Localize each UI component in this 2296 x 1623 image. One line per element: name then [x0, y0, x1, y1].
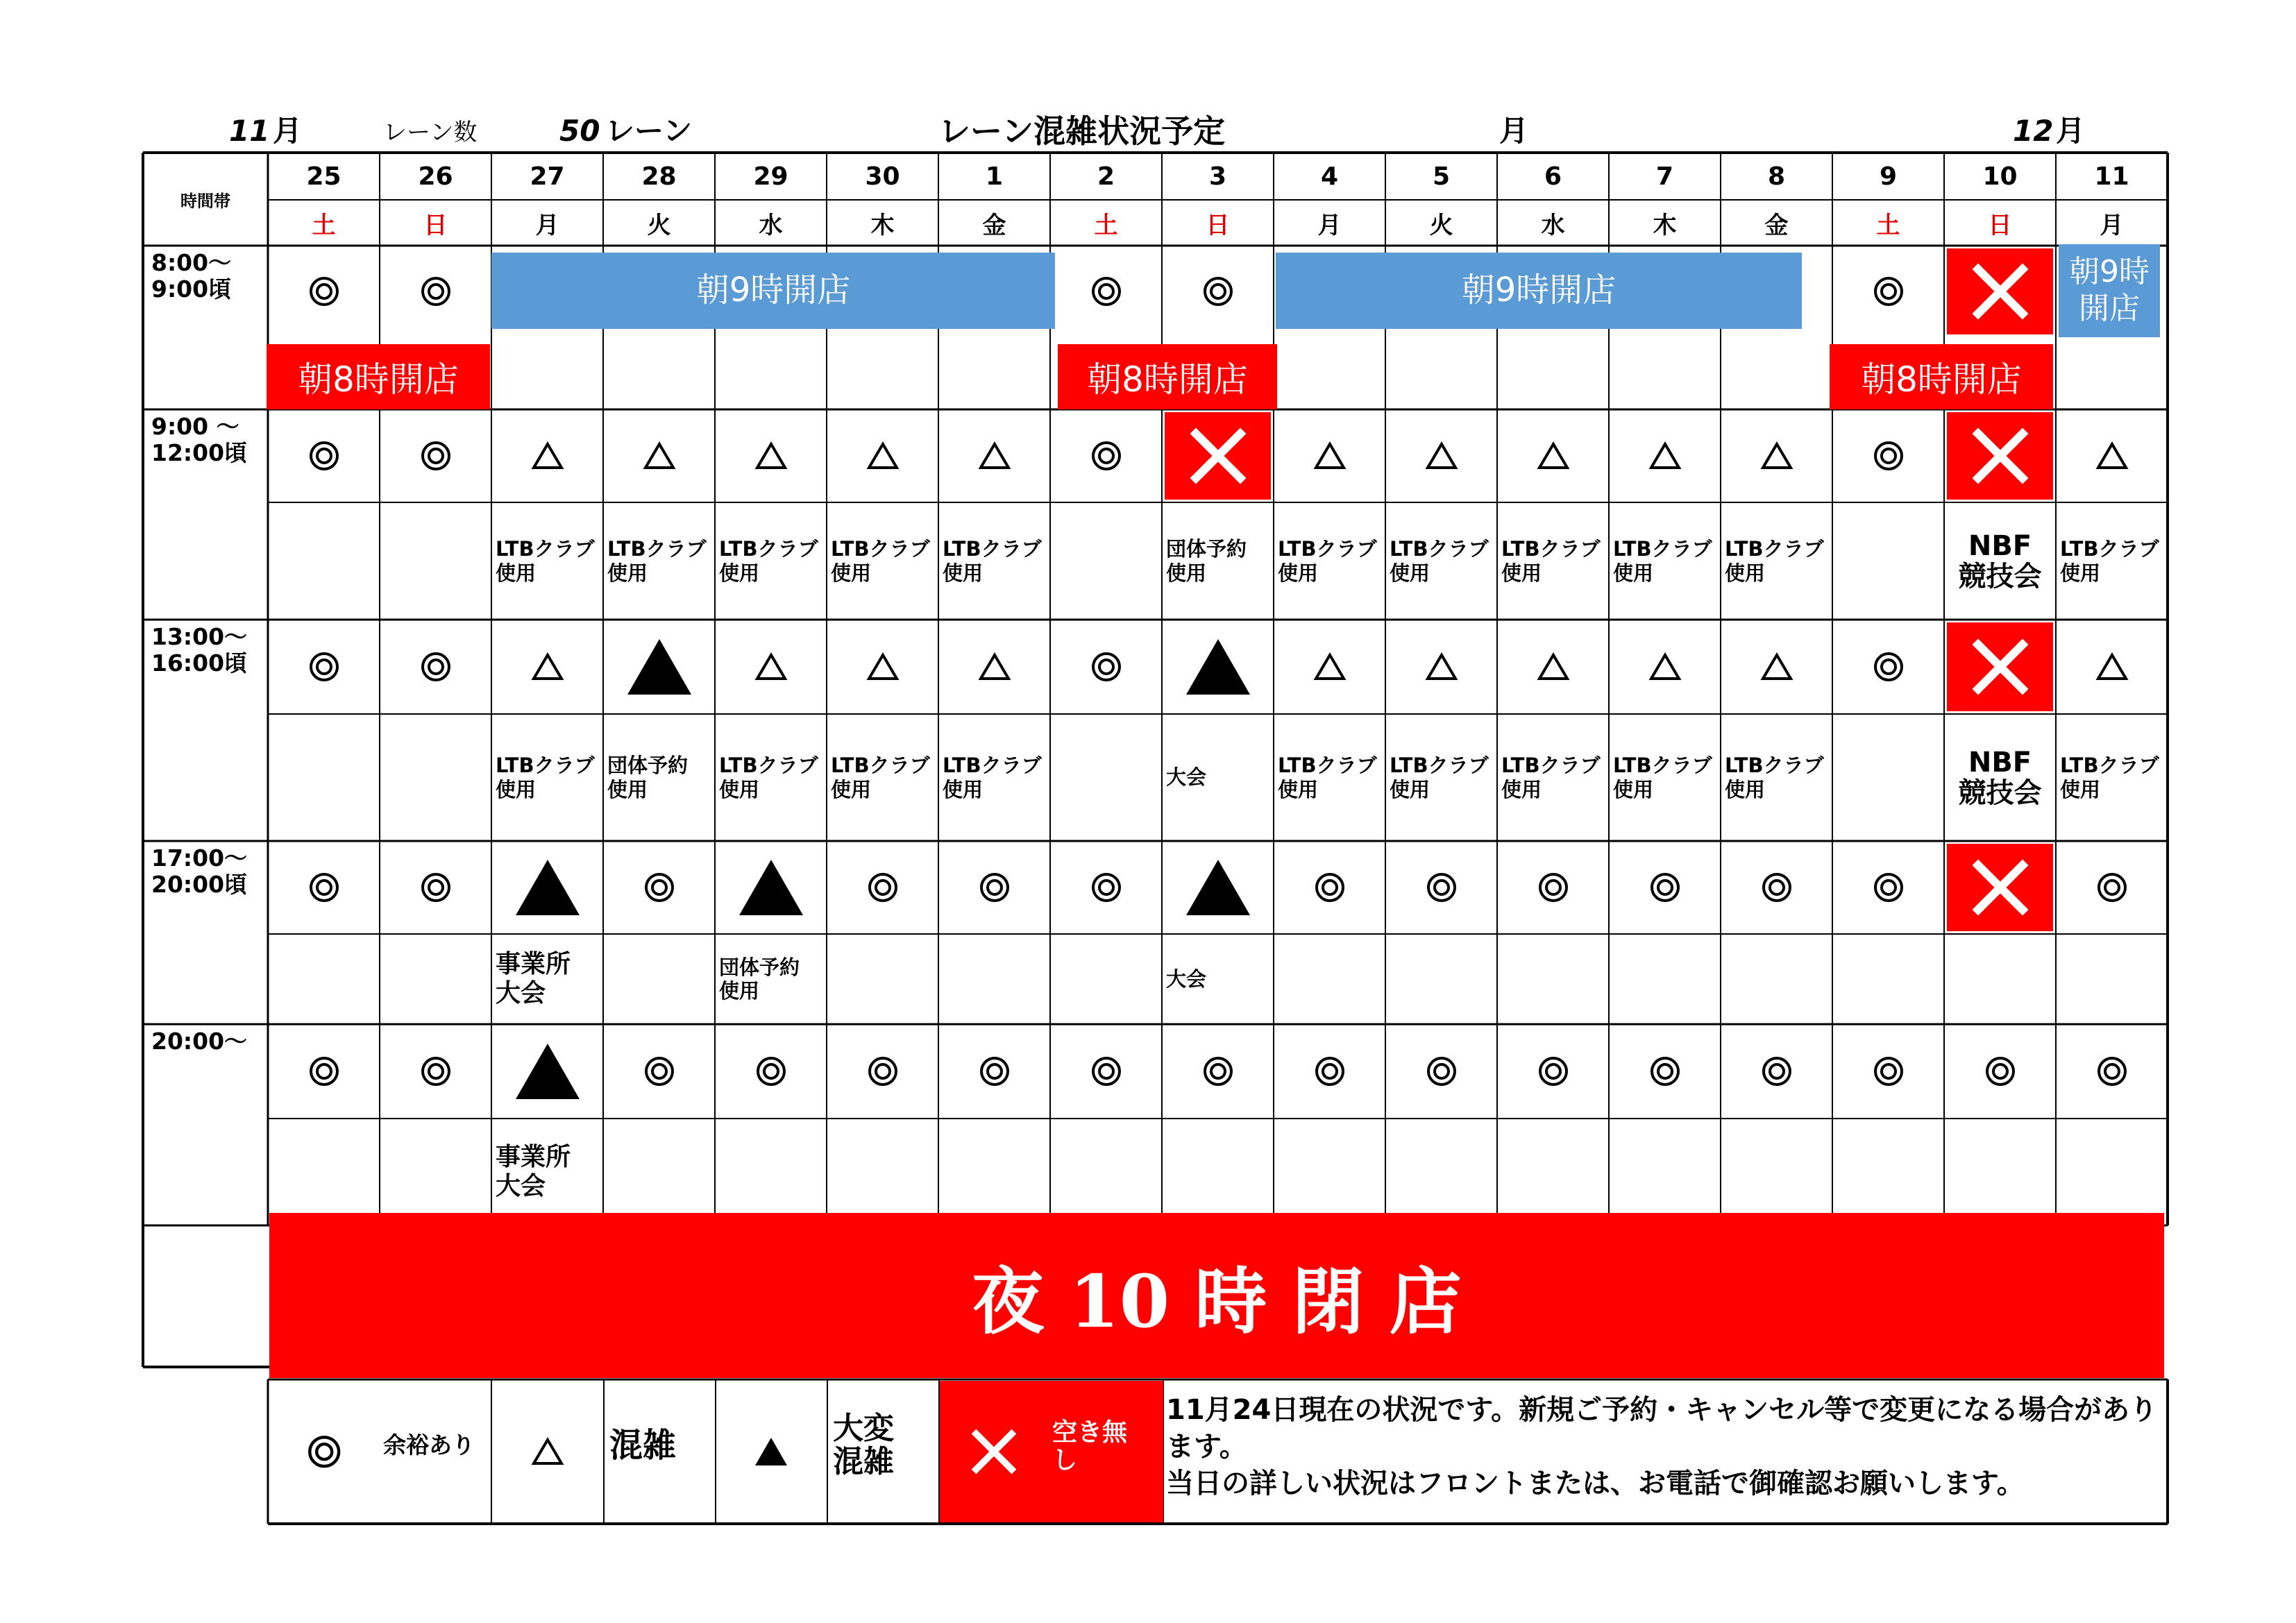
close-10pm-banner: 夜 10 時 閉 店: [269, 1213, 2164, 1378]
reservation-note: LTBクラブ 使用: [719, 537, 818, 585]
reservation-note: 団体予約 使用: [719, 955, 800, 1003]
double-circle-icon: [2097, 1056, 2127, 1087]
reservation-note: LTBクラブ 使用: [1613, 754, 1712, 801]
day-of-week: 月: [2100, 211, 2124, 239]
day-number: 29: [753, 162, 788, 191]
legend-x-icon: [972, 1429, 1016, 1474]
double-circle-icon: [309, 441, 339, 471]
day-number: 27: [530, 162, 565, 191]
day-number: 8: [1767, 162, 1786, 191]
reservation-note: LTBクラブ 使用: [1501, 537, 1601, 585]
full-x-icon: [1973, 860, 2028, 915]
triangle-outline-icon: [532, 442, 564, 470]
double-circle-icon: [1426, 1056, 1457, 1087]
triangle-solid-icon: [739, 860, 803, 915]
reservation-note: 大会: [1166, 765, 1207, 790]
time-slot-label: 17:00～ 20:00頃: [151, 844, 248, 898]
triangle-solid-icon: [516, 860, 580, 915]
reservation-note: LTBクラブ 使用: [496, 537, 595, 585]
double-circle-icon: [644, 872, 675, 903]
day-of-week: 土: [1094, 211, 1118, 239]
reservation-note: LTBクラブ 使用: [1725, 754, 1824, 801]
double-circle-icon: [1873, 652, 1904, 682]
triangle-outline-icon: [867, 442, 899, 470]
mid-month-unit: 月: [1499, 114, 1529, 148]
reservation-note: 大会: [1166, 967, 1207, 991]
reservation-note: LTBクラブ 使用: [719, 754, 818, 801]
triangle-outline-icon: [1761, 653, 1793, 681]
day-of-week: 日: [1206, 211, 1230, 239]
double-circle-icon: [644, 1056, 675, 1087]
double-circle-icon: [1315, 1056, 1345, 1087]
reservation-note: LTBクラブ 使用: [2060, 754, 2159, 801]
open-8am-banner-1: 朝8時開店: [267, 344, 490, 409]
day-of-week: 土: [1876, 211, 1900, 239]
legend-very-crowded-label: 大変 混雑: [833, 1410, 894, 1479]
day-number: 3: [1208, 162, 1227, 191]
reservation-note: LTBクラブ 使用: [831, 754, 930, 801]
full-x-icon: [1973, 428, 2028, 484]
reservation-note: LTBクラブ 使用: [607, 537, 707, 585]
day-number: 9: [1879, 162, 1898, 191]
reservation-note: LTBクラブ 使用: [943, 754, 1042, 801]
double-circle-icon: [979, 872, 1010, 903]
time-column-header: 時間帯: [180, 191, 230, 211]
full-x-icon: [1973, 639, 2028, 695]
day-number: 1: [985, 162, 1004, 191]
legend-double-circle-icon: [307, 1435, 341, 1468]
reservation-note: LTBクラブ 使用: [2060, 537, 2159, 585]
triangle-outline-icon: [532, 653, 564, 681]
day-of-week: 日: [423, 211, 448, 239]
day-number: 5: [1432, 162, 1451, 191]
triangle-solid-icon: [516, 1044, 580, 1099]
day-of-week: 月: [1317, 211, 1342, 239]
reservation-note: LTBクラブ 使用: [1278, 754, 1377, 801]
triangle-outline-icon: [1537, 653, 1569, 681]
reservation-note: LTBクラブ 使用: [1725, 537, 1824, 585]
double-circle-icon: [1538, 1056, 1569, 1087]
day-of-week: 月: [535, 211, 559, 239]
reservation-note: 団体予約 使用: [1166, 537, 1247, 585]
time-slot-label: 13:00～ 16:00頃: [151, 623, 248, 677]
open-9am-banner-3: 朝9時 開店: [2059, 244, 2160, 337]
reservation-note: 事業所 大会: [496, 949, 571, 1008]
reservation-note: LTBクラブ 使用: [496, 754, 595, 801]
double-circle-icon: [1091, 872, 1122, 903]
double-circle-icon: [1985, 1056, 2016, 1087]
time-slot-label: 20:00～: [151, 1028, 248, 1055]
triangle-outline-icon: [1426, 653, 1458, 681]
time-slot-label: 9:00 ～ 12:00頃: [151, 413, 248, 466]
open-9am-banner-1: 朝9時開店: [491, 253, 1055, 329]
double-circle-icon: [1650, 1056, 1680, 1087]
double-circle-icon: [421, 441, 451, 471]
double-circle-icon: [2097, 872, 2127, 903]
day-number: 2: [1097, 162, 1115, 191]
double-circle-icon: [1091, 1056, 1122, 1087]
day-of-week: 土: [312, 211, 336, 239]
double-circle-icon: [1873, 441, 1904, 471]
triangle-outline-icon: [2096, 442, 2128, 470]
lanes-label: レーン数: [383, 119, 478, 146]
start-month-number: 11: [229, 114, 270, 148]
reservation-note: LTBクラブ 使用: [1278, 537, 1377, 585]
triangle-outline-icon: [755, 653, 787, 681]
day-of-week: 木: [1653, 211, 1677, 239]
double-circle-icon: [1762, 1056, 1792, 1087]
triangle-outline-icon: [1649, 442, 1681, 470]
end-month-number: 12: [2013, 114, 2054, 148]
day-number: 30: [865, 162, 900, 191]
reservation-note: NBF 競技会: [1958, 529, 2042, 593]
triangle-outline-icon: [867, 653, 899, 681]
reservation-note: NBF 競技会: [1958, 746, 2042, 809]
reservation-note: LTBクラブ 使用: [1613, 537, 1712, 585]
double-circle-icon: [1426, 872, 1457, 903]
full-x-icon: [1190, 428, 1246, 484]
double-circle-icon: [1873, 276, 1904, 307]
day-number: 4: [1320, 162, 1339, 191]
day-of-week: 水: [1541, 211, 1565, 239]
reservation-note: LTBクラブ 使用: [1501, 754, 1601, 801]
double-circle-icon: [756, 1056, 786, 1087]
reservation-note: 事業所 大会: [496, 1142, 571, 1200]
open-9am-banner-2: 朝9時開店: [1276, 253, 1802, 329]
day-number: 26: [418, 162, 453, 191]
full-x-icon: [1973, 264, 2028, 319]
double-circle-icon: [421, 1056, 451, 1087]
triangle-outline-icon: [979, 442, 1011, 470]
double-circle-icon: [1091, 441, 1122, 471]
double-circle-icon: [421, 652, 451, 682]
day-number: 7: [1655, 162, 1674, 191]
lanes-unit: レーン: [605, 114, 693, 148]
start-month-unit: 月: [273, 114, 303, 148]
page-title: レーン混雑状況予定: [938, 112, 1226, 150]
day-of-week: 日: [1988, 211, 2012, 239]
double-circle-icon: [1762, 872, 1792, 903]
double-circle-icon: [1538, 872, 1569, 903]
end-month-unit: 月: [2056, 114, 2086, 148]
open-8am-banner-2: 朝8時開店: [1058, 344, 1277, 409]
double-circle-icon: [1873, 1056, 1904, 1087]
day-number: 25: [306, 162, 341, 191]
day-of-week: 金: [1764, 211, 1789, 239]
triangle-outline-icon: [2096, 653, 2128, 681]
day-number: 6: [1544, 162, 1562, 191]
day-of-week: 火: [647, 211, 671, 239]
day-number: 28: [641, 162, 677, 191]
double-circle-icon: [309, 652, 339, 682]
day-number: 11: [2094, 162, 2129, 191]
legend-full-label: 空き無 し: [1052, 1418, 1128, 1475]
double-circle-icon: [309, 276, 339, 307]
lanes-number: 50: [559, 114, 600, 148]
triangle-outline-icon: [755, 442, 787, 470]
reservation-note: LTBクラブ 使用: [943, 537, 1042, 585]
triangle-outline-icon: [1314, 653, 1346, 681]
open-8am-banner-3: 朝8時開店: [1830, 344, 2053, 409]
legend-triangle-solid-icon: [755, 1438, 787, 1465]
double-circle-icon: [868, 872, 898, 903]
legend-triangle-outline-icon: [532, 1438, 564, 1465]
reservation-note: LTBクラブ 使用: [1390, 537, 1489, 585]
triangle-solid-icon: [627, 639, 691, 695]
double-circle-icon: [979, 1056, 1010, 1087]
legend-ample-label: 余裕あり: [383, 1431, 475, 1459]
triangle-outline-icon: [1426, 442, 1458, 470]
status-notice: 11月24日現在の状況です。新規ご予約・キャンセル等で変更になる場合があります。 当日の詳しい状況はフロントまたは、お電話で御確認お願いします。: [1166, 1394, 2158, 1500]
double-circle-icon: [1650, 872, 1680, 903]
day-number: 10: [1982, 162, 2018, 191]
legend-crowded-label: 混雑: [609, 1425, 677, 1465]
double-circle-icon: [309, 872, 339, 903]
double-circle-icon: [1315, 872, 1345, 903]
triangle-outline-icon: [1649, 653, 1681, 681]
reservation-note: 団体予約 使用: [607, 754, 689, 801]
triangle-solid-icon: [1186, 860, 1250, 915]
double-circle-icon: [1091, 652, 1122, 682]
double-circle-icon: [421, 872, 451, 903]
triangle-outline-icon: [1537, 442, 1569, 470]
double-circle-icon: [309, 1056, 339, 1087]
double-circle-icon: [868, 1056, 898, 1087]
reservation-note: LTBクラブ 使用: [831, 537, 930, 585]
double-circle-icon: [1873, 872, 1904, 903]
double-circle-icon: [1091, 276, 1122, 307]
day-of-week: 水: [759, 211, 783, 239]
triangle-outline-icon: [979, 653, 1011, 681]
triangle-outline-icon: [643, 442, 675, 470]
day-of-week: 火: [1429, 211, 1453, 239]
time-slot-label: 8:00～ 9:00頃: [151, 249, 232, 303]
triangle-outline-icon: [1761, 442, 1793, 470]
double-circle-icon: [1203, 1056, 1233, 1087]
double-circle-icon: [1203, 276, 1233, 307]
double-circle-icon: [421, 276, 451, 307]
day-of-week: 金: [982, 211, 1006, 239]
reservation-note: LTBクラブ 使用: [1390, 754, 1489, 801]
triangle-outline-icon: [1314, 442, 1346, 470]
day-of-week: 木: [870, 211, 895, 239]
triangle-solid-icon: [1186, 639, 1250, 695]
